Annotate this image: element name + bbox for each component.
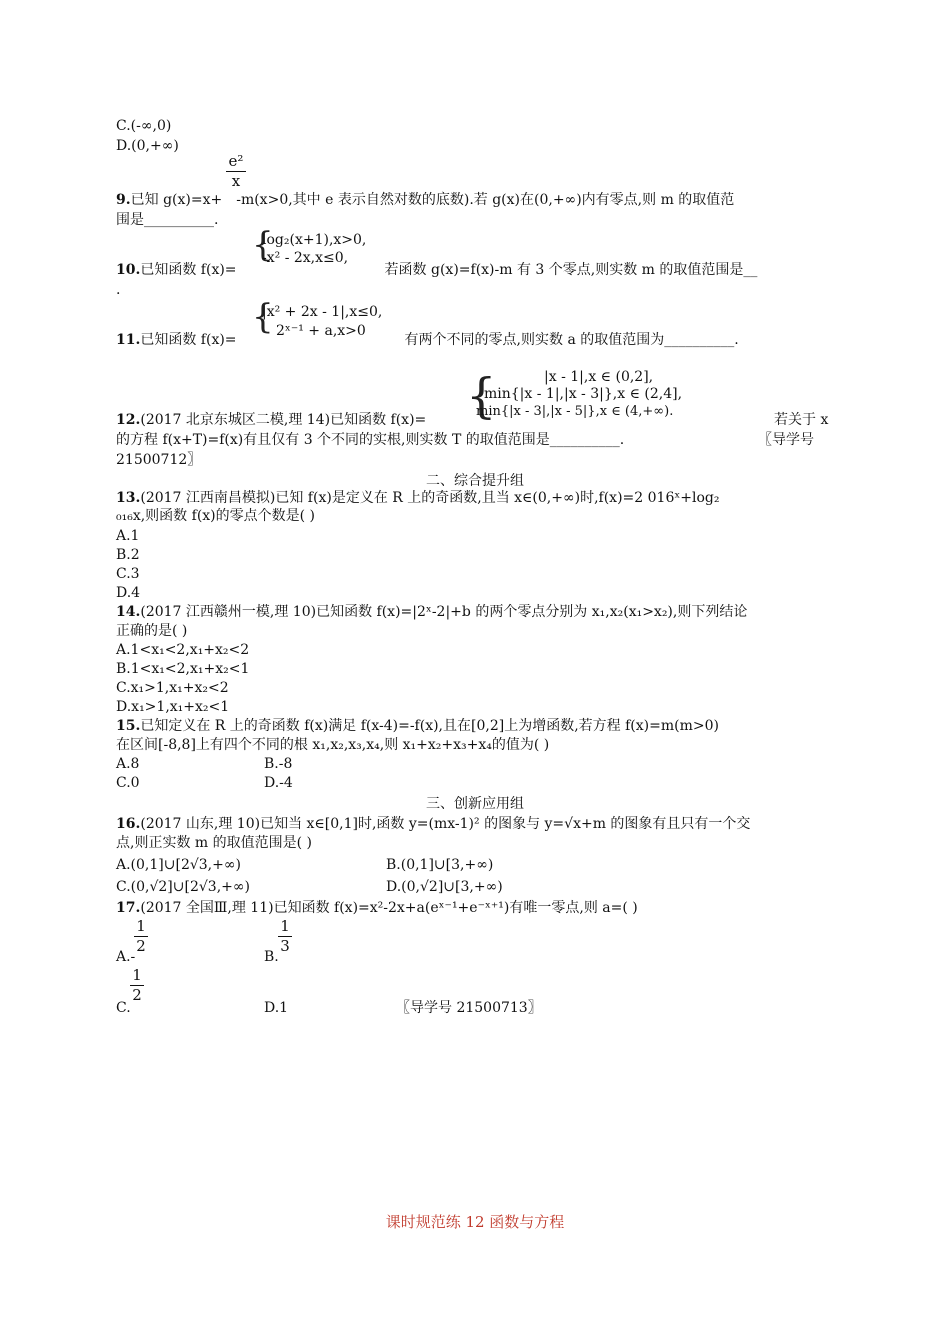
q16-line2: 点,则正实数 m 的取值范围是( ) bbox=[116, 835, 312, 851]
q14-text: (2017 江西赣州一模,理 10)已知函数 f(x)=|2ˣ-2|+b 的两个零点分别为 x₁,x₂(x₁>x₂),则下列结论 bbox=[140, 604, 748, 620]
q9-text-b: -m(x>0,其中 e 表示自然对数的底数).若 g(x)在(0,+∞)内有零点,则 m 的取值范 bbox=[236, 192, 735, 208]
q17-b-numerator: 1 bbox=[280, 917, 290, 935]
q16-option-a: A.(0,1]∪[2√3,+∞) bbox=[116, 857, 241, 873]
section-3-heading: 三、创新应用组 bbox=[426, 796, 524, 812]
q17-option-c-prefix: C. bbox=[116, 1000, 131, 1016]
q9-line2: 围是__________. bbox=[116, 212, 219, 228]
q9-frac-numerator: e² bbox=[228, 152, 244, 170]
q14-option-d: D.x₁>1,x₁+x₂<1 bbox=[116, 699, 230, 715]
q14-option-b: B.1<x₁<2,x₁+x₂<1 bbox=[116, 661, 250, 677]
q9-fraction bbox=[226, 153, 246, 190]
q10-line1 bbox=[116, 261, 757, 279]
q9-text-a: 已知 g(x)=x+ bbox=[130, 192, 223, 208]
q10-case1: log₂(x+1),x>0, bbox=[262, 232, 367, 248]
q14-number: 14. bbox=[116, 604, 141, 620]
q15-line2: 在区间[-8,8]上有四个不同的根 x₁,x₂,x₃,x₄,则 x₁+x₂+x₃+x₄的值为( ) bbox=[116, 737, 550, 753]
q11-number: 11. bbox=[116, 332, 141, 348]
q17-a-numerator: 1 bbox=[136, 917, 146, 935]
q17-guide: 〖导学号 21500713〗 bbox=[396, 1000, 542, 1016]
q15-option-d: D.-4 bbox=[264, 775, 293, 791]
q13-number: 13. bbox=[116, 490, 141, 506]
q17-b-denominator: 3 bbox=[280, 937, 290, 955]
q14-option-a: A.1<x₁<2,x₁+x₂<2 bbox=[116, 642, 250, 658]
option-c-prev: C.(-∞,0) bbox=[116, 118, 172, 134]
q13-line2: ₀₁₆x,则函数 f(x)的零点个数是( ) bbox=[116, 508, 316, 524]
q10-line2: . bbox=[116, 282, 121, 298]
q9-frac-denominator: x bbox=[231, 172, 241, 190]
q12-guide-num: 21500712〗 bbox=[116, 452, 202, 468]
q12-text-b: 若关于 x bbox=[774, 412, 829, 428]
q17-number: 17. bbox=[116, 900, 141, 916]
q16-option-c: C.(0,√2]∪[2√3,+∞) bbox=[116, 879, 251, 895]
q12-brace: { bbox=[466, 368, 497, 424]
q14-option-c: C.x₁>1,x₁+x₂<2 bbox=[116, 680, 229, 696]
q11-line1 bbox=[116, 331, 739, 349]
q12-number: 12. bbox=[116, 412, 141, 428]
q13-line1 bbox=[116, 489, 720, 507]
q17-c-denominator: 2 bbox=[132, 986, 142, 1004]
q14-line2: 正确的是( ) bbox=[116, 623, 188, 639]
q17-option-c-fraction bbox=[130, 967, 144, 1004]
q12-line2 bbox=[116, 431, 624, 449]
q11-case1: |x² + 2x - 1|,x≤0, bbox=[262, 304, 383, 320]
q17-line1 bbox=[116, 899, 638, 917]
q10-number: 10. bbox=[116, 262, 141, 278]
q15-text: 已知定义在 R 上的奇函数 f(x)满足 f(x-4)=-f(x),且在[0,2]上为增函数,若方程 f(x)=m(m>0) bbox=[140, 718, 719, 734]
q13-option-a: A.1 bbox=[116, 528, 140, 544]
q11-case2: 2ˣ⁻¹ + a,x>0 bbox=[276, 323, 366, 339]
q11-text-a: 已知函数 f(x)= bbox=[140, 332, 237, 348]
q15-option-c: C.0 bbox=[116, 775, 140, 791]
q12-text-a: (2017 北京东城区二模,理 14)已知函数 f(x)= bbox=[140, 412, 427, 428]
q9-number: 9. bbox=[116, 192, 131, 208]
q17-option-b-prefix: B. bbox=[264, 949, 279, 965]
q12-guide: 〖导学号 bbox=[758, 432, 814, 448]
q15-option-b: B.-8 bbox=[264, 756, 293, 772]
q12-line2-text: 的方程 f(x+T)=f(x)有且仅有 3 个不同的实根,则实数 T 的取值范围是__________. bbox=[116, 432, 625, 448]
q12-case2: min{|x - 1|,|x - 3|},x ∈ (2,4], bbox=[484, 386, 683, 402]
q9-line1 bbox=[116, 191, 734, 209]
q12-line1 bbox=[116, 411, 426, 429]
q13-text: (2017 江西南昌模拟)已知 f(x)是定义在 R 上的奇函数,且当 x∈(0,+∞)时,f(x)=2 016ˣ+log₂ bbox=[140, 490, 720, 506]
q16-line1 bbox=[116, 815, 750, 833]
q14-line1 bbox=[116, 603, 747, 621]
q10-case2: -x² - 2x,x≤0, bbox=[262, 250, 349, 266]
q17-option-d: D.1 bbox=[264, 1000, 289, 1016]
q13-option-b: B.2 bbox=[116, 547, 140, 563]
section-2-heading: 二、综合提升组 bbox=[426, 473, 524, 489]
q13-option-d: D.4 bbox=[116, 585, 141, 601]
q12-case3: min{|x - 3|,|x - 5|},x ∈ (4,+∞). bbox=[476, 404, 674, 419]
option-d-prev: D.(0,+∞) bbox=[116, 138, 179, 154]
q10-text-a: 已知函数 f(x)= bbox=[140, 262, 237, 278]
q13-option-c: C.3 bbox=[116, 566, 140, 582]
q15-line1 bbox=[116, 717, 719, 735]
q12-case1: |x - 1|,x ∈ (0,2], bbox=[544, 369, 654, 385]
q16-option-b: B.(0,1]∪[3,+∞) bbox=[386, 857, 494, 873]
q10-brace: { bbox=[252, 225, 274, 265]
page-footer-title: 课时规范练 12 函数与方程 bbox=[385, 1213, 565, 1231]
q17-a-denominator: 2 bbox=[136, 937, 146, 955]
q15-number: 15. bbox=[116, 718, 141, 734]
q17-c-numerator: 1 bbox=[132, 966, 142, 984]
q10-text-b: 若函数 g(x)=f(x)-m 有 3 个零点,则实数 m 的取值范围是__ bbox=[384, 262, 758, 278]
q17-option-b-fraction bbox=[278, 918, 292, 955]
q15-option-a: A.8 bbox=[116, 756, 140, 772]
q17-option-a-fraction bbox=[134, 918, 148, 955]
q17-option-a-prefix: A.- bbox=[116, 949, 136, 965]
q16-option-d: D.(0,√2]∪[3,+∞) bbox=[386, 879, 503, 895]
q11-brace: { bbox=[252, 297, 274, 337]
q17-text: (2017 全国Ⅲ,理 11)已知函数 f(x)=x²-2x+a(eˣ⁻¹+e⁻ˣ⁺¹)有唯一零点,则 a=( ) bbox=[140, 900, 638, 916]
q16-number: 16. bbox=[116, 816, 141, 832]
q11-text-b: 有两个不同的零点,则实数 a 的取值范围为__________. bbox=[404, 332, 739, 348]
q16-text: (2017 山东,理 10)已知当 x∈[0,1]时,函数 y=(mx-1)² 的图象与 y=√x+m 的图象有且只有一个交 bbox=[140, 816, 751, 832]
